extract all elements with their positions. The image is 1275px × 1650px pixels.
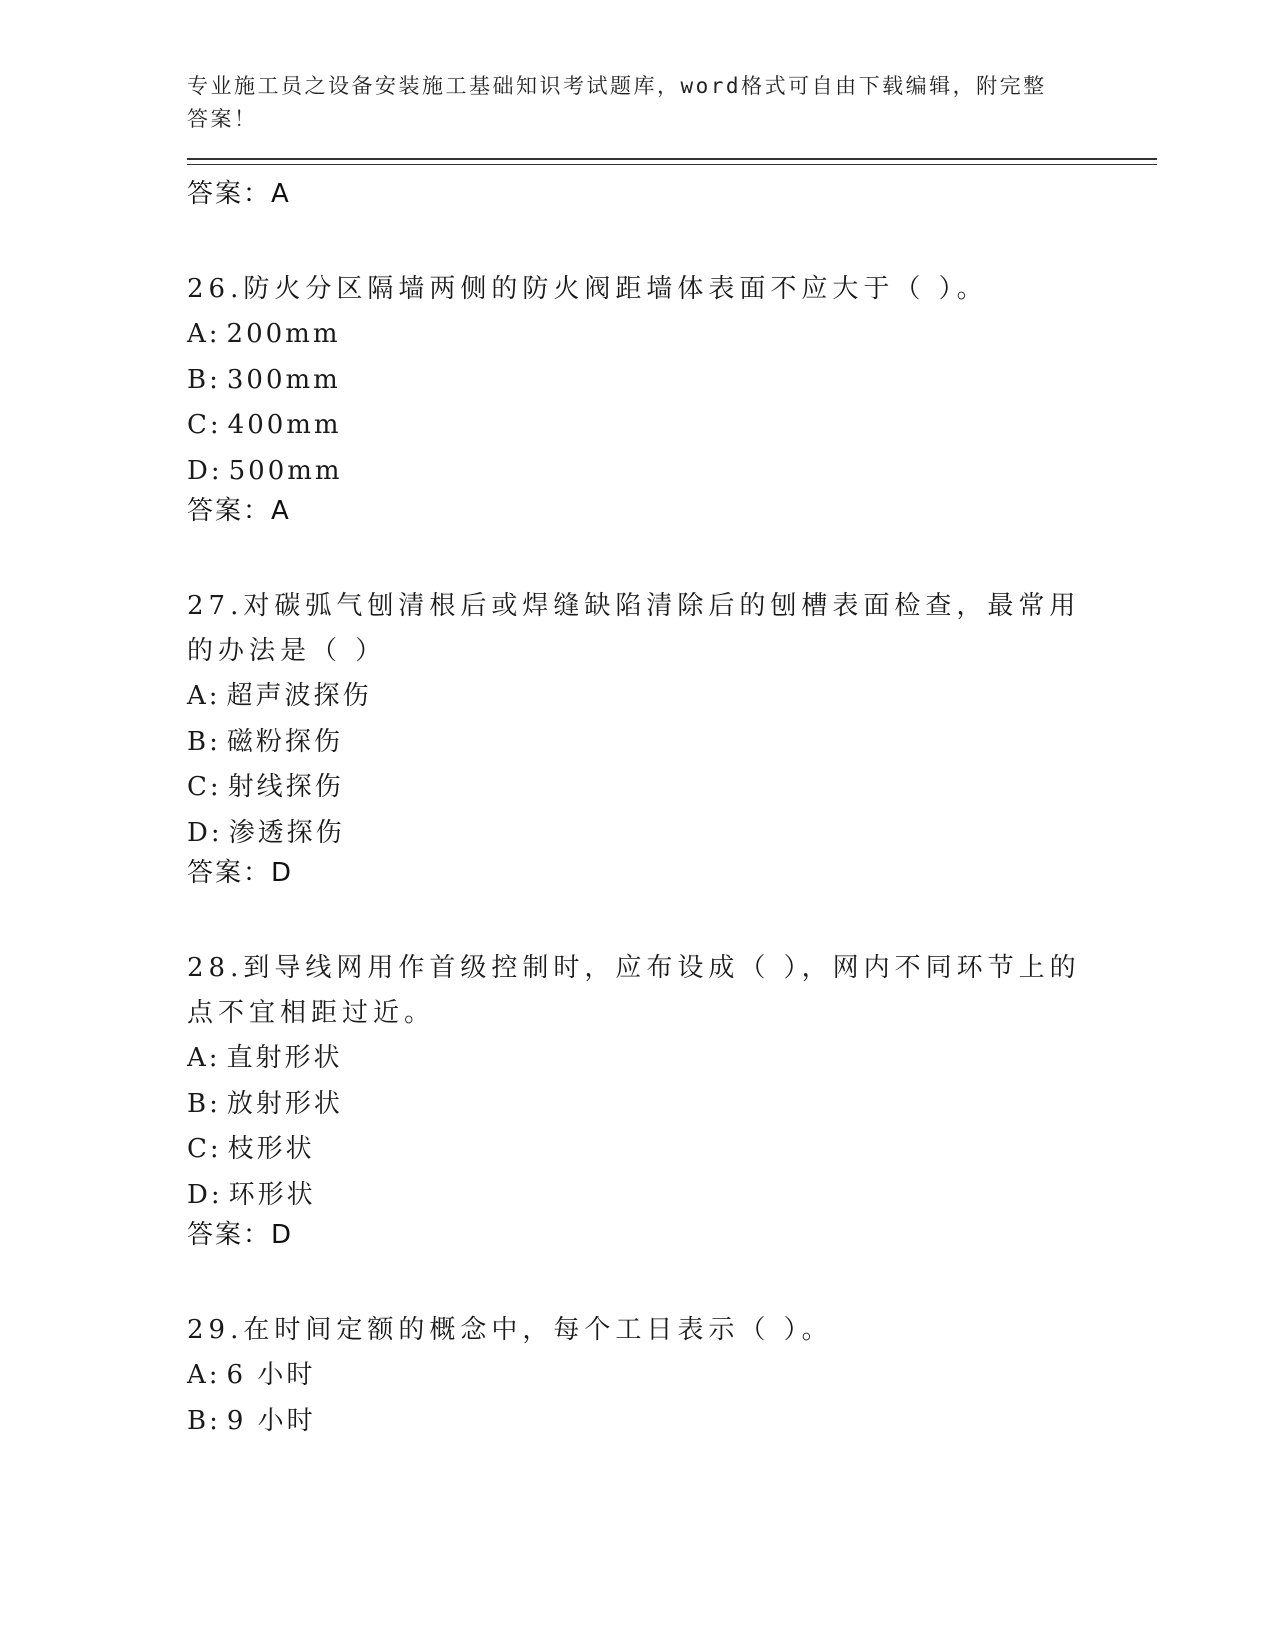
question-26 — [187, 267, 1157, 528]
option-d: D: 环形状 — [187, 1179, 316, 1210]
option-b: B: 磁粉探伤 — [187, 726, 343, 757]
previous-answer: 答案：A — [187, 179, 291, 209]
question-text: 26.防火分区隔墙两侧的防火阀距墙体表面不应大于（ ）。 — [187, 274, 988, 304]
question-text: 27.对碳弧气刨清根后或焊缝缺陷清除后的刨槽表面检查，最常用的办法是（ ） — [187, 591, 1081, 666]
option-a: A: 200mm — [187, 319, 341, 349]
question-27 — [187, 584, 1157, 890]
question-28 — [187, 946, 1157, 1252]
option-b: B: 300mm — [187, 364, 341, 395]
header-divider — [187, 158, 1157, 165]
answer: 答案：D — [187, 858, 294, 888]
document-page — [187, 70, 1157, 1444]
document-header: 专业施工员之设备安装施工基础知识考试题库，word格式可自由下载编辑，附完整答案！ — [187, 74, 1047, 131]
option-b: B: 9 小时 — [187, 1405, 316, 1436]
option-c: C: 400mm — [187, 410, 342, 440]
question-text: 28.到导线网用作首级控制时，应布设成（ ），网内不同环节上的点不宜相距过近。 — [187, 953, 1081, 1028]
option-c: C: 射线探伤 — [187, 772, 344, 802]
option-a: A: 超声波探伤 — [187, 681, 372, 711]
option-c: C: 枝形状 — [187, 1134, 315, 1164]
answer: 答案：D — [187, 1220, 294, 1250]
option-a: A: 6 小时 — [187, 1360, 316, 1390]
option-d: D: 500mm — [187, 455, 343, 486]
option-d: D: 渗透探伤 — [187, 817, 345, 848]
question-29 — [187, 1308, 1157, 1444]
answer: 答案：A — [187, 496, 291, 526]
question-text: 29.在时间定额的概念中，每个工日表示（ ）。 — [187, 1315, 833, 1345]
option-b: B: 放射形状 — [187, 1088, 343, 1119]
option-a: A: 直射形状 — [187, 1043, 343, 1073]
